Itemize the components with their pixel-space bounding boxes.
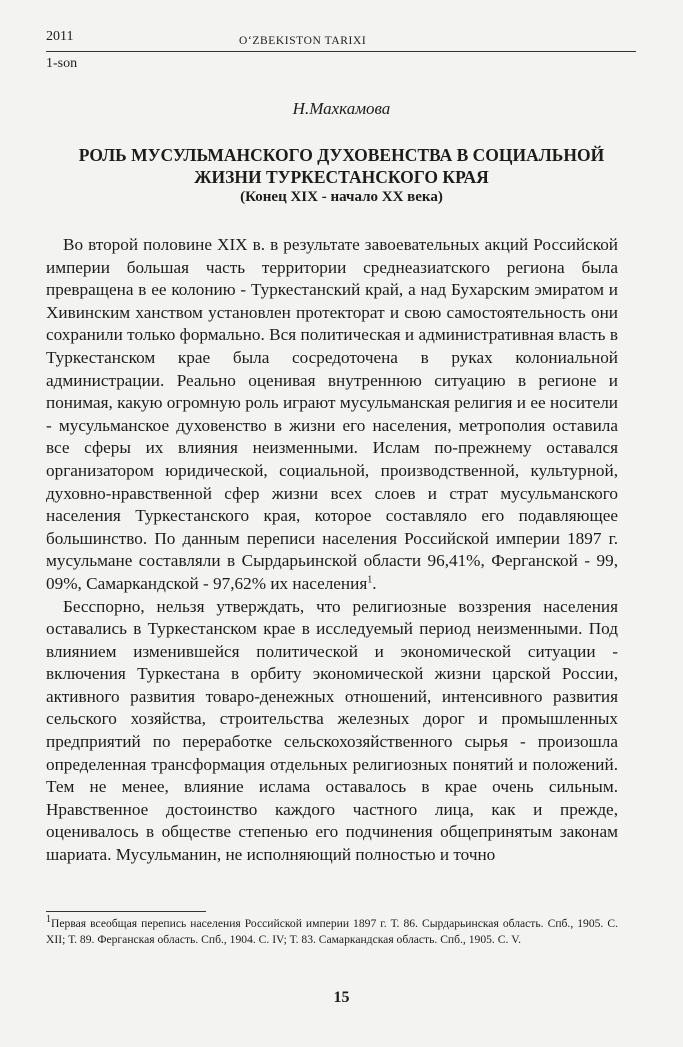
footnote-reference[interactable]: 1 xyxy=(367,574,373,586)
footnote-rule xyxy=(46,911,206,912)
footnote-marker: 1 xyxy=(46,914,51,926)
footnote xyxy=(46,916,618,947)
article-title: РОЛЬ МУСУЛЬМАНСКОГО ДУХОВЕНСТВА В СОЦИАЛЬНОЙ ЖИЗНИ ТУРКЕСТАНСКОГО КРАЯ xyxy=(78,145,605,187)
header-journal-title: O‘ZBEKISTON TARIXI xyxy=(239,35,367,47)
header-year: 2011 xyxy=(46,29,74,44)
article-author: Н.Махкамова xyxy=(292,99,391,118)
paragraph: Бесспорно, нельзя утверждать, что религиозные воззрения населения оставались в Туркестанском крае в исследуемый период неизменными. Под влиянием изменившейся политической и экономической ситуации - включения Туркестана в орбиту экономической жизни царской России, активного развития товаро-денежных отношений, интенсивного развития сельского хозяйства, строительства железных дорог и промышленных предприятий по переработке сельскохозяйственного сырья - произошла определенная трансформация отдельных религиозных понятий и положений. Тем не менее, влияние ислама оставалось в крае очень сильным. Нравственное достоинство каждого частного лица, как и прежде, оценивалось в обществе степенью его подчинения общепринятым законам шариата. Мусульманин, не исполняющий полностью и точно xyxy=(46,596,618,865)
paragraph xyxy=(46,234,618,596)
article-subtitle: (Конец XIX - начало XX века) xyxy=(240,189,443,205)
article-body xyxy=(46,234,618,867)
running-header xyxy=(46,29,636,73)
paragraph-text: Во второй половине XIX в. в результате завоевательных акций Российской империи большая часть территории среднеазиатского региона была превращена в ее колонию - Туркестанский край, а над Бухарским эмиратом и Хивинским ханством установлен протекторат и свою самостоятельность они сохранили только формально. Вся политическая и административная власть в Туркестанском крае была сосредоточена в руках колониальной администрации. Реально оценивая внутреннюю ситуацию в регионе и понимая, какую огромную роль играют мусульманская религия и ее носители - мусульманское духовенство в жизни его населения, метрополия оставила все сферы их влияния неизменными. Ислам по-прежнему оставался организатором юридической, социальной, производственной, культурной, духовно-нравственной сфер жизни всех слоев и страт мусульманского населения Туркестанского края, которое составляло его подавляющее большинство. По данным переписи населения Российской империи 1897 г. мусульмане составляли в Сырдарьинской области 96,41%, Ферганской - 99, 09%, Самаркандской - 97,62% их населения xyxy=(46,235,618,593)
footnote-text: Первая всеобщая перепись населения Российской империи 1897 г. Т. 86. Сырдарьинская область. Спб., 1905. С. XII; Т. 89. Ферганская область. Спб., 1904. С. IV; Т. 83. Самаркандская область. Спб., 1905. С. V. xyxy=(46,917,618,946)
page-number: 15 xyxy=(333,989,350,1006)
header-issue: 1-son xyxy=(46,56,78,71)
paragraph-end: . xyxy=(372,573,377,593)
header-rule xyxy=(46,51,636,52)
